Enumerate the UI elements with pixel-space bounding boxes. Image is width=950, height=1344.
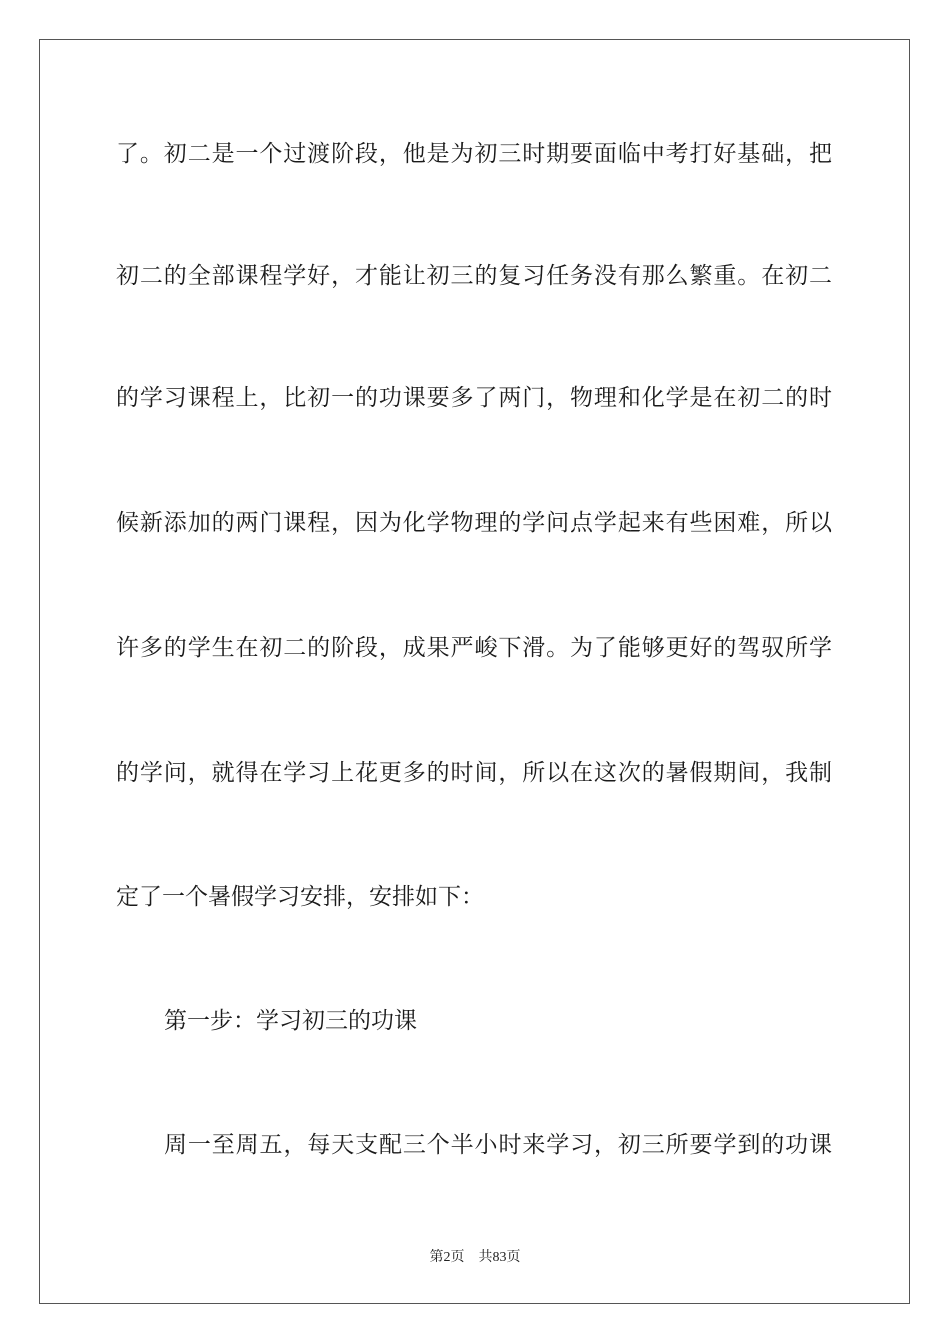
paragraph-line-6: 的学问，就得在学习上花更多的时间，所以在这次的暑假期间，我制 [116,760,832,786]
total-suffix: 页 [506,1249,521,1265]
paragraph-line-2: 初二的全部课程学好，才能让初三的复习任务没有那么繁重。在初二 [116,263,832,289]
paragraph-line-4: 候新添加的两门课程，因为化学物理的学问点学起来有些困难，所以 [116,510,832,536]
paragraph-line-1: 了。初二是一个过渡阶段，他是为初三时期要面临中考打好基础，把 [116,141,832,167]
page-border [39,39,910,1304]
page-suffix: 页 [450,1249,465,1265]
paragraph-line-3: 的学习课程上，比初一的功课要多了两门，物理和化学是在初二的时 [116,385,832,411]
page-total: 83 [492,1250,507,1265]
step-description-line: 周一至周五，每天支配三个半小时来学习，初三所要学到的功课 [164,1132,832,1158]
paragraph-line-7: 定了一个暑假学习安排，安排如下： [116,884,484,910]
total-prefix: 共 [478,1249,493,1265]
step-heading: 第一步：学习初三的功课 [164,1008,417,1034]
page-footer [0,1248,950,1267]
page-prefix: 第 [429,1249,444,1265]
paragraph-line-5: 许多的学生在初二的阶段，成果严峻下滑。为了能够更好的驾驭所学 [116,635,832,661]
page-current: 2 [443,1250,451,1265]
